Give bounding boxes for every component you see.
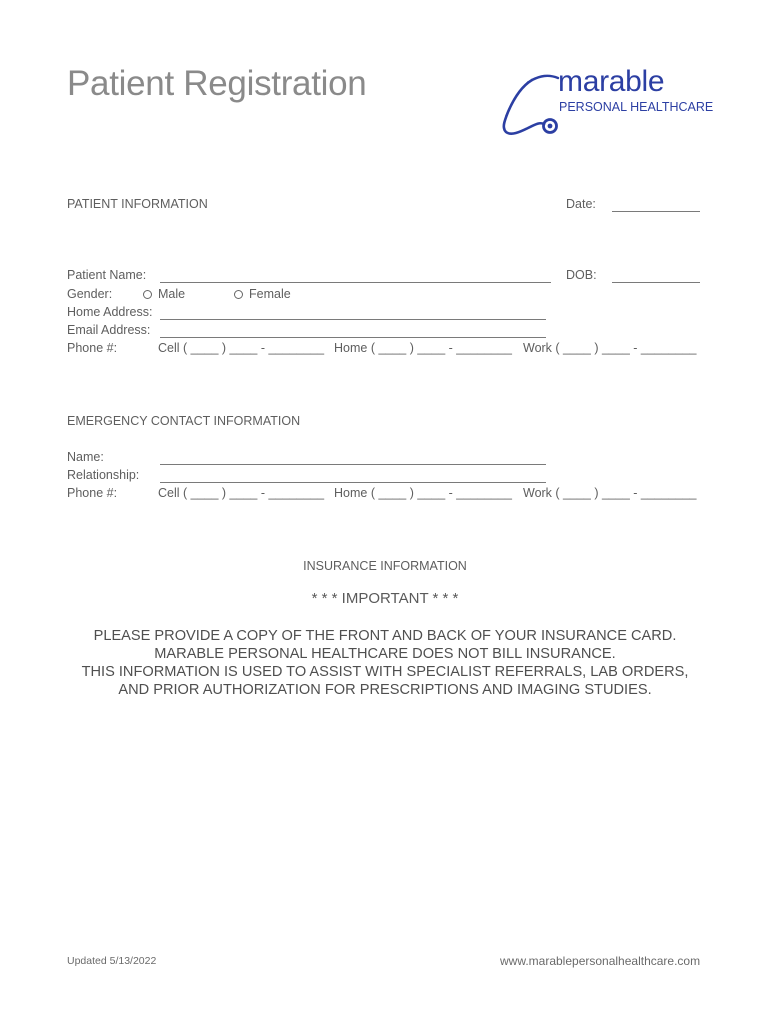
relationship-label: Relationship: — [67, 468, 140, 482]
logo-wordmark: marable — [558, 65, 665, 98]
notice-line: AND PRIOR AUTHORIZATION FOR PRESCRIPTIONS AND IMAGING STUDIES. — [118, 682, 652, 698]
website-link[interactable]: www.marablepersonalhealthcare.com — [500, 954, 701, 968]
female-label: Female — [249, 287, 291, 301]
phone-label: Phone #: — [67, 341, 118, 355]
important-heading: * * * IMPORTANT * * * — [311, 590, 459, 607]
logo — [498, 65, 714, 138]
home-address-label: Home Address: — [67, 305, 153, 319]
page-title: Patient Registration — [67, 64, 367, 103]
emergency-cell-phone-field[interactable]: Cell ( ____ ) ____ - ________ — [158, 486, 325, 500]
email-address-field[interactable] — [160, 337, 546, 338]
home-address-field[interactable] — [160, 319, 546, 320]
relationship-field[interactable] — [160, 482, 546, 483]
date-label: Date: — [566, 197, 596, 211]
insurance-section-title: INSURANCE INFORMATION — [303, 559, 467, 573]
patient-name-label: Patient Name: — [67, 268, 147, 282]
emergency-phone-label: Phone #: — [67, 486, 118, 500]
notice-line: MARABLE PERSONAL HEALTHCARE DOES NOT BILL INSURANCE. — [154, 646, 616, 662]
gender-option-female[interactable] — [234, 287, 291, 301]
notice-line: THIS INFORMATION IS USED TO ASSIST WITH SPECIALIST REFERRALS, LAB ORDERS, — [81, 664, 689, 680]
emergency-name-label: Name: — [67, 450, 104, 464]
patient-name-field[interactable] — [160, 282, 551, 283]
gender-option-male[interactable] — [143, 287, 185, 301]
email-address-label: Email Address: — [67, 323, 151, 337]
work-phone-field[interactable]: Work ( ____ ) ____ - ________ — [523, 341, 697, 355]
male-label: Male — [158, 287, 186, 301]
home-phone-field[interactable]: Home ( ____ ) ____ - ________ — [334, 341, 512, 355]
notice-line: PLEASE PROVIDE A COPY OF THE FRONT AND BACK OF YOUR INSURANCE CARD. — [93, 628, 677, 644]
emergency-home-phone-field[interactable]: Home ( ____ ) ____ - ________ — [334, 486, 512, 500]
emergency-section-title: EMERGENCY CONTACT INFORMATION — [67, 414, 301, 428]
insurance-notice — [0, 627, 770, 699]
date-field[interactable] — [612, 211, 700, 212]
patient-section-title: PATIENT INFORMATION — [67, 197, 208, 211]
dob-field[interactable] — [612, 282, 700, 283]
logo-subtitle: PERSONAL HEALTHCARE — [559, 100, 714, 114]
male-radio[interactable] — [143, 290, 152, 299]
emergency-work-phone-field[interactable]: Work ( ____ ) ____ - ________ — [523, 486, 697, 500]
female-radio[interactable] — [234, 290, 243, 299]
cell-phone-field[interactable]: Cell ( ____ ) ____ - ________ — [158, 341, 325, 355]
dob-label: DOB: — [566, 268, 597, 282]
updated-date: Updated 5/13/2022 — [67, 955, 157, 967]
gender-label: Gender: — [67, 287, 113, 301]
emergency-name-field[interactable] — [160, 464, 546, 465]
